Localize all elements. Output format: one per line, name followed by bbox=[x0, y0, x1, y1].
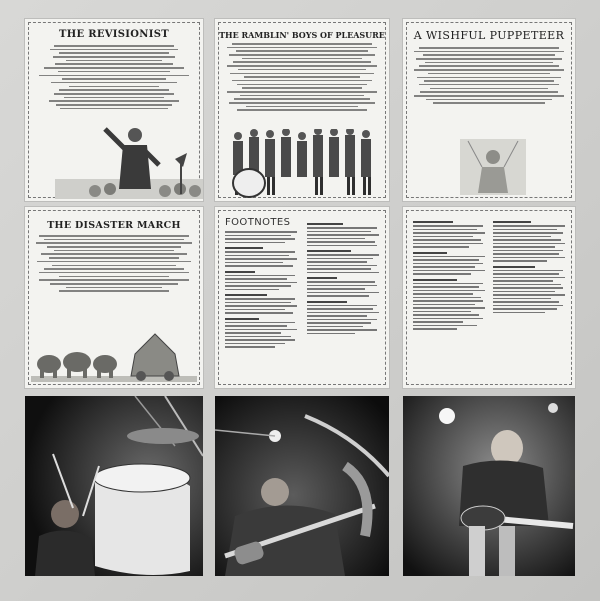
panel-title: A WISHFUL PUPPETEER bbox=[413, 29, 565, 42]
footnotes-continued-right-column bbox=[493, 219, 565, 313]
panel-title: THE REVISIONIST bbox=[59, 29, 169, 40]
panel-footnotes bbox=[215, 207, 389, 388]
lyrics-block bbox=[223, 43, 381, 111]
bassist-photo bbox=[215, 396, 389, 576]
conductor-illustration bbox=[55, 119, 203, 199]
lyrics-block bbox=[33, 235, 195, 292]
elephant-procession-illustration bbox=[31, 332, 197, 384]
panel-title: THE RAMBLIN' BOYS OF PLEASURE bbox=[219, 30, 385, 40]
footnotes-right-column bbox=[307, 221, 379, 334]
footnotes-continued-left-column bbox=[413, 219, 485, 330]
panel-wishful-puppeteer bbox=[403, 19, 575, 201]
panel-title: FOOTNOTES bbox=[225, 217, 291, 228]
puppeteer-illustration bbox=[458, 137, 528, 197]
panel-ramblin-boys bbox=[215, 19, 389, 201]
footnotes-left-column bbox=[225, 231, 297, 348]
panel-disaster-march bbox=[25, 207, 203, 388]
drummer-photo bbox=[25, 396, 203, 576]
lyrics-block bbox=[411, 47, 567, 104]
panel-title: THE DISASTER MARCH bbox=[47, 220, 181, 231]
panel-footnotes-continued bbox=[403, 207, 575, 388]
panel-the-revisionist bbox=[25, 19, 203, 201]
guitarist-photo bbox=[403, 396, 575, 576]
lyrics-block bbox=[33, 45, 195, 109]
marching-band-illustration bbox=[227, 129, 381, 199]
